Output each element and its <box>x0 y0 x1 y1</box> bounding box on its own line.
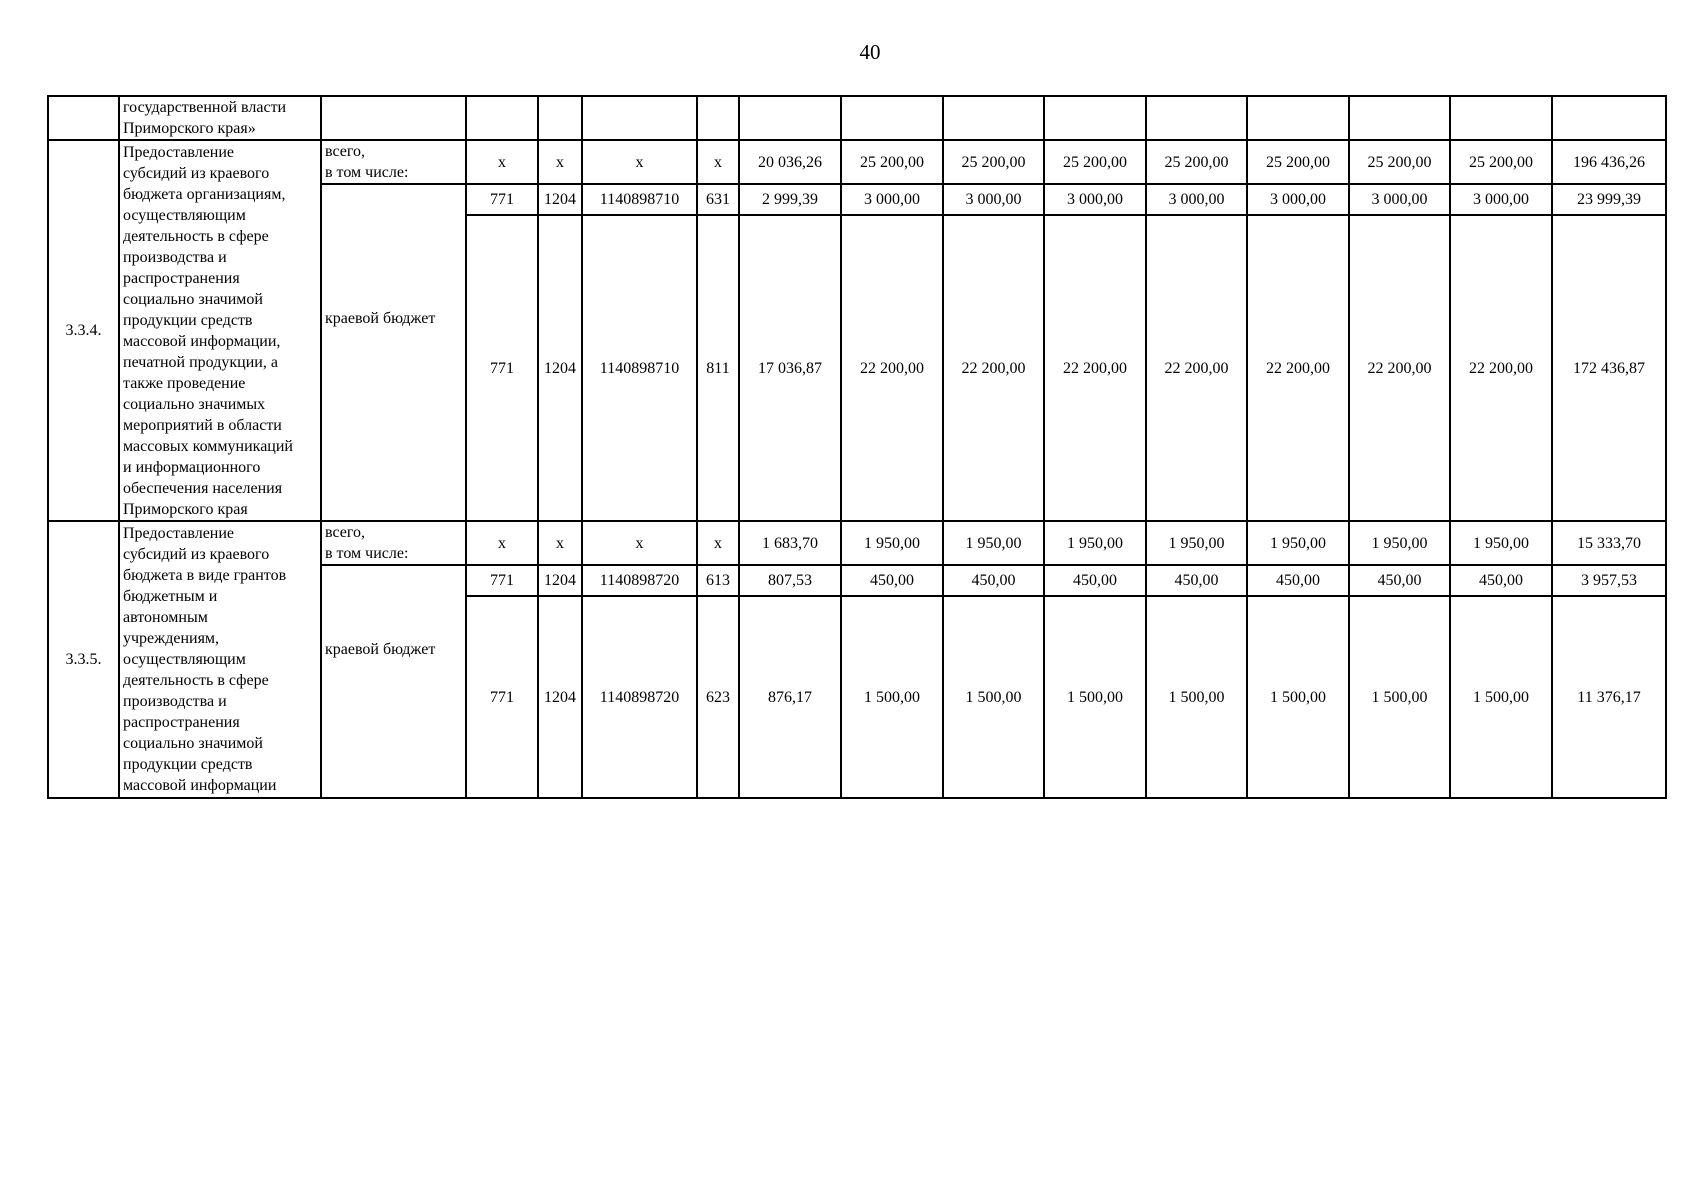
value-cell <box>1044 96 1146 140</box>
value-cell: х <box>466 140 538 184</box>
value-cell: 3 000,00 <box>1247 184 1349 215</box>
value-cell: 23 999,39 <box>1552 184 1666 215</box>
value-cell: х <box>466 521 538 565</box>
value-cell <box>1450 96 1552 140</box>
value-cell <box>1552 96 1666 140</box>
value-cell: 1 500,00 <box>841 596 943 798</box>
value-cell: 22 200,00 <box>1450 215 1552 521</box>
desc-line: массовой информации <box>123 777 277 794</box>
source-cell <box>321 140 466 184</box>
value-cell <box>697 96 739 140</box>
value-cell: 25 200,00 <box>1146 140 1247 184</box>
desc-line: деятельность в сфере <box>123 227 269 245</box>
value-cell: 811 <box>697 215 739 521</box>
desc-line: продукции средств <box>123 756 253 773</box>
value-cell: 1 950,00 <box>943 521 1044 565</box>
row-number: 3.3.4. <box>48 140 119 521</box>
value-cell: 1 950,00 <box>841 521 943 565</box>
value-cell: 25 200,00 <box>1247 140 1349 184</box>
value-cell <box>582 96 697 140</box>
desc-line: социально значимой <box>123 735 263 752</box>
value-cell: 807,53 <box>739 565 841 596</box>
desc-line: печатной продукции, а <box>123 353 278 371</box>
value-cell: 1140898710 <box>582 215 697 521</box>
table-row-335-total <box>48 521 1666 565</box>
value-cell: 3 000,00 <box>1450 184 1552 215</box>
value-cell: 3 000,00 <box>943 184 1044 215</box>
value-cell: 1 500,00 <box>1349 596 1450 798</box>
value-cell: 771 <box>466 596 538 798</box>
desc-line: государственной власти <box>123 99 287 116</box>
source-label: всего, <box>325 524 366 541</box>
value-cell: 450,00 <box>841 565 943 596</box>
desc-line: бюджетным и <box>123 588 218 605</box>
value-cell: 631 <box>697 184 739 215</box>
value-cell: 1 500,00 <box>1146 596 1247 798</box>
value-cell: 1204 <box>538 565 582 596</box>
value-cell: 1 950,00 <box>1450 521 1552 565</box>
desc-line: обеспечения населения <box>123 479 283 497</box>
value-cell: 20 036,26 <box>739 140 841 184</box>
value-cell: 1 683,70 <box>739 521 841 565</box>
value-cell: 22 200,00 <box>1146 215 1247 521</box>
source-cell <box>321 96 466 140</box>
desc-line: мероприятий в области <box>123 416 282 434</box>
value-cell: 1 500,00 <box>1044 596 1146 798</box>
table-row-334-total <box>48 140 1666 184</box>
description-cell <box>119 140 321 521</box>
value-cell: 172 436,87 <box>1552 215 1666 521</box>
value-cell <box>538 96 582 140</box>
desc-line: социально значимой <box>123 290 263 308</box>
value-cell: х <box>697 521 739 565</box>
value-cell: 450,00 <box>1146 565 1247 596</box>
source-label: в том числе: <box>325 545 409 562</box>
value-cell: х <box>697 140 739 184</box>
value-cell: 1204 <box>538 215 582 521</box>
desc-line: Предоставление <box>123 525 235 542</box>
desc-line: Приморского края» <box>123 120 256 137</box>
value-cell: 22 200,00 <box>943 215 1044 521</box>
value-cell: 3 000,00 <box>841 184 943 215</box>
desc-line: производства и <box>123 693 227 710</box>
value-cell: 1 950,00 <box>1044 521 1146 565</box>
value-cell: 22 200,00 <box>1247 215 1349 521</box>
value-cell: 1204 <box>538 596 582 798</box>
value-cell: 22 200,00 <box>841 215 943 521</box>
desc-line: массовой информации, <box>123 332 281 350</box>
desc-line: бюджета организациям, <box>123 185 286 203</box>
value-cell: 1 500,00 <box>1450 596 1552 798</box>
source-cell <box>321 521 466 565</box>
value-cell: 25 200,00 <box>1044 140 1146 184</box>
desc-line: субсидий из краевого <box>123 164 270 182</box>
value-cell: 25 200,00 <box>943 140 1044 184</box>
desc-line: также проведение <box>123 374 246 392</box>
value-cell <box>943 96 1044 140</box>
value-cell: 1 950,00 <box>1349 521 1450 565</box>
value-cell: 15 333,70 <box>1552 521 1666 565</box>
value-cell: х <box>582 521 697 565</box>
value-cell: 623 <box>697 596 739 798</box>
value-cell: 450,00 <box>1247 565 1349 596</box>
value-cell: 2 999,39 <box>739 184 841 215</box>
source-cell: краевой бюджет <box>321 565 466 798</box>
value-cell: 25 200,00 <box>1450 140 1552 184</box>
value-cell: 771 <box>466 215 538 521</box>
value-cell: 11 376,17 <box>1552 596 1666 798</box>
value-cell: 3 000,00 <box>1349 184 1450 215</box>
value-cell: 1140898720 <box>582 565 697 596</box>
value-cell: 1 500,00 <box>1247 596 1349 798</box>
value-cell: 1140898710 <box>582 184 697 215</box>
value-cell: 3 000,00 <box>1044 184 1146 215</box>
desc-line: производства и <box>123 248 227 266</box>
rownum-cell <box>48 96 119 140</box>
value-cell: 1 950,00 <box>1146 521 1247 565</box>
desc-line: бюджета в виде грантов <box>123 567 287 584</box>
desc-line: распространения <box>123 714 240 731</box>
value-cell: х <box>538 521 582 565</box>
value-cell: 3 957,53 <box>1552 565 1666 596</box>
desc-line: Предоставление <box>123 143 235 161</box>
source-label: в том числе: <box>325 164 409 181</box>
desc-line: субсидий из краевого <box>123 546 270 563</box>
desc-line: осуществляющим <box>123 206 246 224</box>
desc-line: массовых коммуникаций <box>123 437 293 455</box>
value-cell: 450,00 <box>1450 565 1552 596</box>
value-cell: 771 <box>466 565 538 596</box>
desc-line: Приморского края <box>123 500 248 518</box>
value-cell <box>841 96 943 140</box>
value-cell <box>739 96 841 140</box>
value-cell: 17 036,87 <box>739 215 841 521</box>
value-cell <box>1349 96 1450 140</box>
value-cell <box>466 96 538 140</box>
desc-line: учреждениям, <box>123 630 220 647</box>
value-cell <box>1146 96 1247 140</box>
table-row-continuation <box>48 96 1666 140</box>
description-cell <box>119 521 321 798</box>
value-cell: 22 200,00 <box>1044 215 1146 521</box>
desc-line: и информационного <box>123 458 261 476</box>
description-cell <box>119 96 321 140</box>
row-number: 3.3.5. <box>48 521 119 798</box>
page-number: 40 <box>859 40 881 64</box>
desc-line: социально значимых <box>123 395 266 413</box>
value-cell: 450,00 <box>1044 565 1146 596</box>
desc-line: автономным <box>123 609 208 626</box>
value-cell: 1 950,00 <box>1247 521 1349 565</box>
value-cell: 450,00 <box>943 565 1044 596</box>
desc-line: осуществляющим <box>123 651 246 668</box>
value-cell: 450,00 <box>1349 565 1450 596</box>
value-cell: 22 200,00 <box>1349 215 1450 521</box>
value-cell: 1204 <box>538 184 582 215</box>
value-cell: х <box>538 140 582 184</box>
value-cell: х <box>582 140 697 184</box>
desc-line: продукции средств <box>123 311 253 329</box>
value-cell: 771 <box>466 184 538 215</box>
budget-table <box>47 95 1667 799</box>
desc-line: деятельность в сфере <box>123 672 269 689</box>
source-cell: краевой бюджет <box>321 184 466 521</box>
value-cell: 25 200,00 <box>1349 140 1450 184</box>
value-cell: 196 436,26 <box>1552 140 1666 184</box>
value-cell: 1140898720 <box>582 596 697 798</box>
value-cell: 25 200,00 <box>841 140 943 184</box>
value-cell: 1 500,00 <box>943 596 1044 798</box>
source-label: всего, <box>325 143 366 160</box>
value-cell: 3 000,00 <box>1146 184 1247 215</box>
value-cell: 876,17 <box>739 596 841 798</box>
desc-line: распространения <box>123 269 240 287</box>
value-cell: 613 <box>697 565 739 596</box>
value-cell <box>1247 96 1349 140</box>
